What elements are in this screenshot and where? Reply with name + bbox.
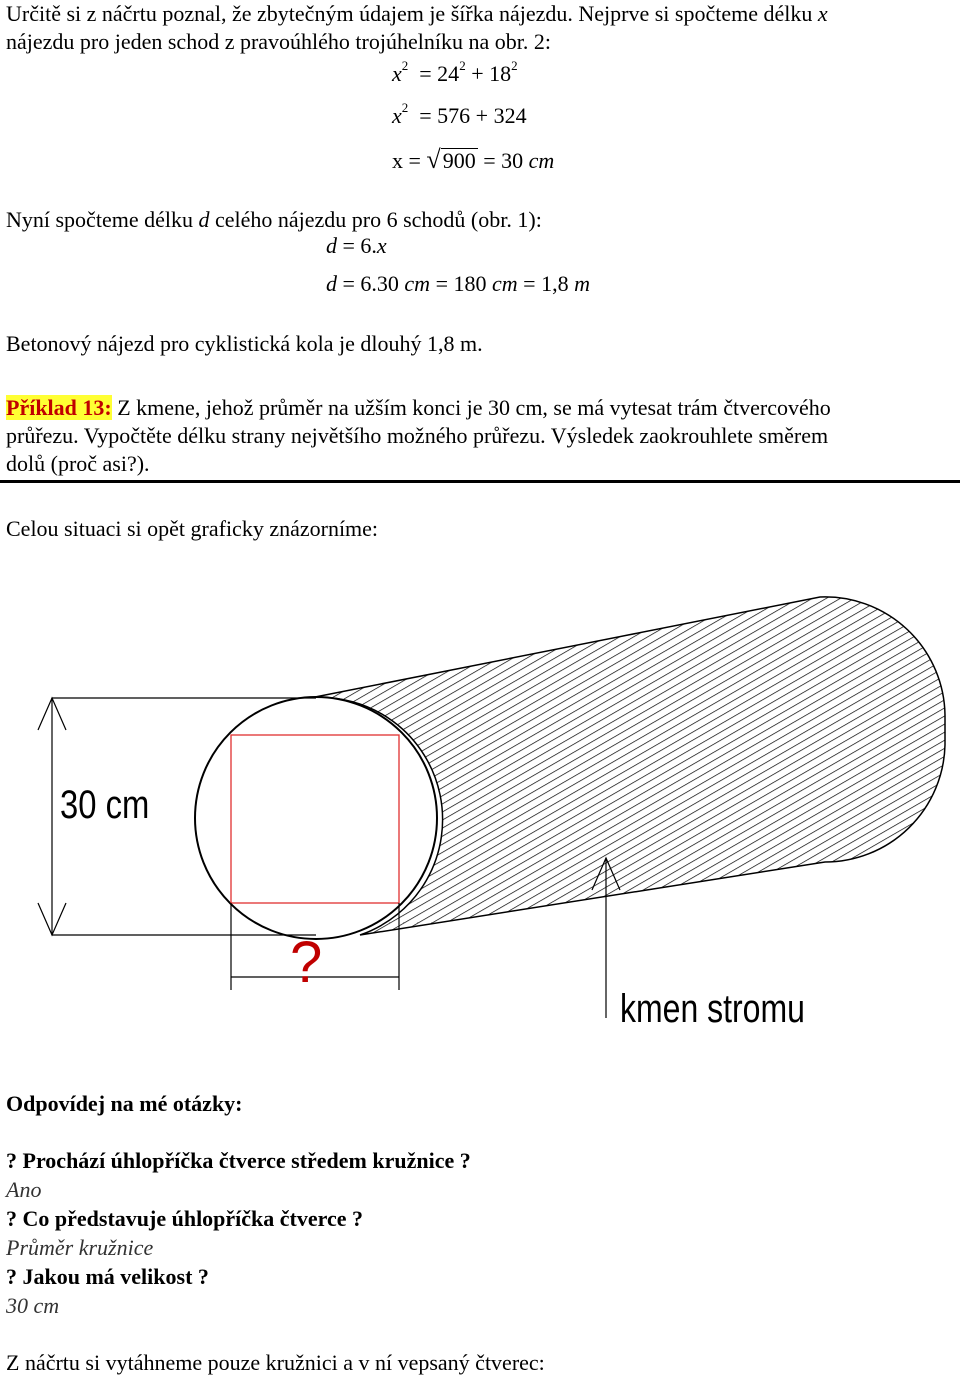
length-text-a: Nyní spočteme délku — [6, 207, 199, 232]
example-line-3: dolů (proč asi?). — [6, 451, 150, 476]
equation-1 — [392, 60, 518, 88]
sqrt-sign-icon: √ — [426, 145, 441, 174]
eq5-unit-1: cm — [404, 271, 431, 296]
eq5-unit-2: cm — [492, 271, 518, 296]
intro-line-1 — [6, 0, 828, 28]
eq1-exp-2: 2 — [459, 58, 466, 73]
equation-3 — [392, 146, 554, 175]
eq2-lhs: x — [392, 103, 402, 128]
eq5-lhs: d — [326, 271, 337, 296]
eq2-rhs: = 576 + 324 — [419, 103, 527, 128]
length-text-b: celého nájezdu pro 6 schodů (obr. 1): — [209, 207, 542, 232]
eq3-rhs: = 30 — [483, 148, 524, 173]
eq3-root: 900 — [442, 148, 476, 173]
answer-3: 30 cm — [6, 1293, 60, 1318]
example-label: Příklad 13: — [6, 395, 112, 420]
eq1-exp: 2 — [401, 58, 409, 73]
label-question: ? — [290, 930, 323, 995]
eq3-unit: cm — [528, 148, 555, 173]
equation-2 — [392, 102, 527, 130]
label-30-cm: 30 cm — [60, 781, 150, 827]
equation-4 — [326, 232, 387, 260]
question-3: ? Jakou má velikost ? — [6, 1264, 209, 1289]
eq5-rhs-a: = 6.30 — [342, 271, 399, 296]
label-trunk: kmen stromu — [620, 985, 805, 1031]
eq5-unit-3: m — [574, 271, 590, 296]
intro-line-2: nájezdu pro jeden schod z pravoúhlého trojúhelníku na obr. 2: — [6, 29, 551, 54]
eq2-exp: 2 — [401, 100, 409, 115]
situation-text: Celou situaci si opět graficky znázorníme: — [6, 516, 379, 541]
question-2: ? Co představuje úhlopříčka čtverce ? — [6, 1206, 364, 1231]
question-1: ? Prochází úhlopříčka čtverce středem kružnice ? — [6, 1148, 471, 1173]
intro-text: Určitě si z náčrtu poznal, že zbytečným údajem je šířka nájezdu. Nejprve si spočteme délku — [6, 1, 818, 26]
eq1-exp-3: 2 — [511, 58, 518, 73]
var-x: x — [817, 1, 828, 26]
eq1-rhs-b: + 18 — [465, 61, 512, 86]
eq4-rhs: = 6. — [342, 233, 377, 258]
conclusion: Betonový nájezd pro cyklistická kola je dlouhý 1,8 m. — [6, 331, 483, 356]
answer-2: Průměr kružnice — [6, 1235, 154, 1260]
questions-heading: Odpovídej na mé otázky: — [6, 1091, 243, 1116]
length-text-var: d — [198, 207, 210, 232]
eq1-rhs-a: = 24 — [419, 61, 460, 86]
trunk-figure — [0, 580, 960, 1050]
eq5-rhs-c: = 1,8 — [523, 271, 575, 296]
example-line-1 — [6, 394, 831, 422]
length-text — [6, 206, 542, 234]
eq4-var: x — [376, 233, 387, 258]
equation-5 — [326, 270, 590, 298]
eq1-lhs: x — [392, 61, 402, 86]
separator-line — [0, 480, 960, 483]
answer-1: Ano — [6, 1177, 42, 1202]
eq5-rhs-b: = 180 — [435, 271, 492, 296]
last-line: Z náčrtu si vytáhneme pouze kružnici a v ní vepsaný čtverec: — [6, 1350, 545, 1375]
eq3-lhs: x = — [392, 148, 421, 173]
eq4-lhs: d — [326, 233, 337, 258]
example-line-2: průřezu. Vypočtěte délku strany největšího možného průřezu. Výsledek zaokrouhlete směrem — [6, 423, 829, 448]
example-text-1: Z kmene, jehož průměr na užším konci je 30 cm, se má vytesat trám čtvercového — [111, 395, 831, 420]
